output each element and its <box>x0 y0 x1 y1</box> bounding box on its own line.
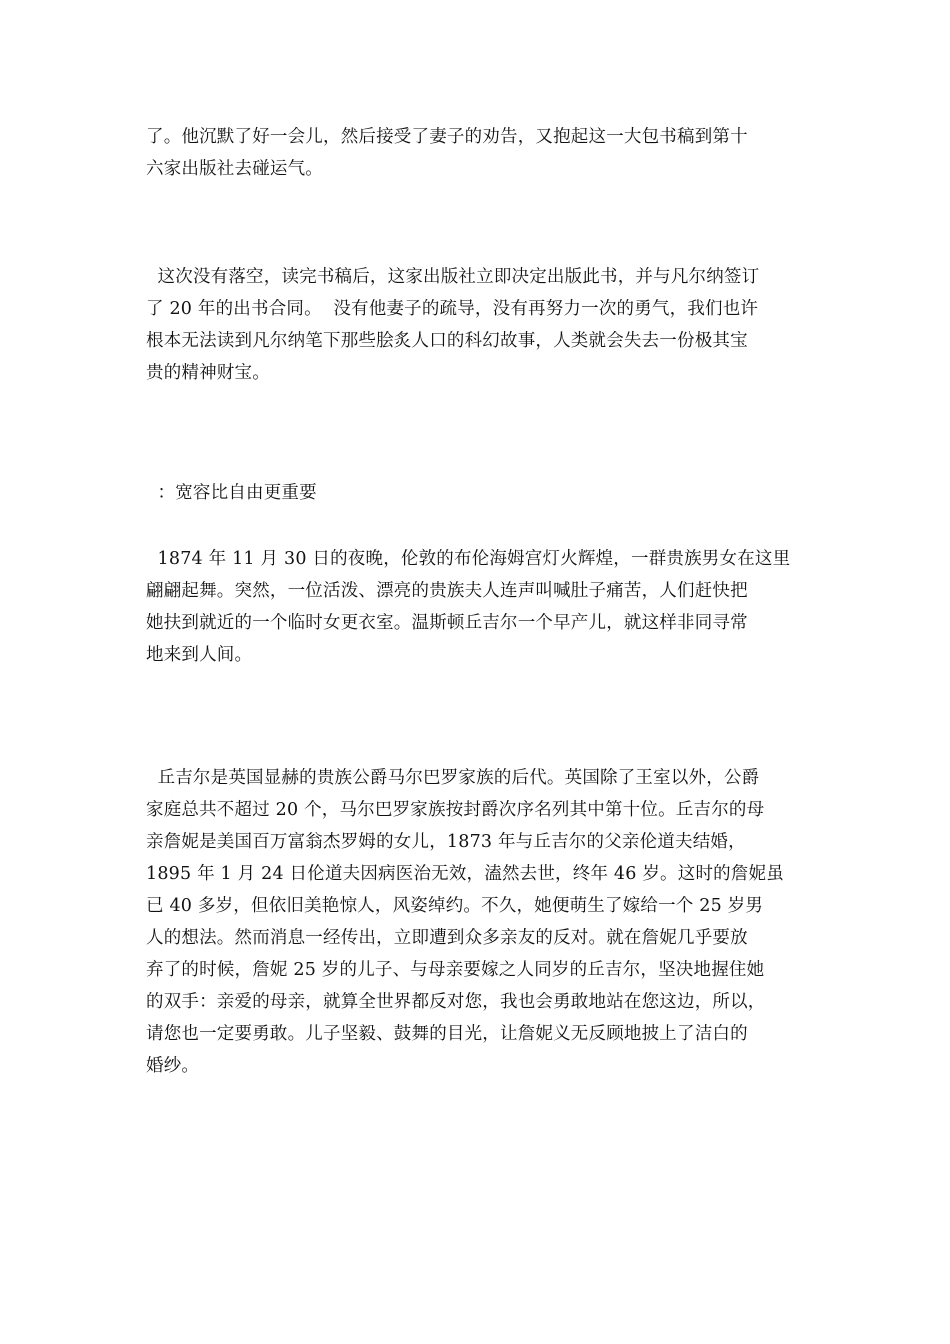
text-line: 贵的精神财宝。 <box>146 363 270 383</box>
text-line: 1874 年 11 月 30 日的夜晚，伦敦的布伦海姆宫灯火辉煌，一群贵族男女在这里 <box>146 549 791 569</box>
text-line: 婚纱。 <box>146 1056 200 1076</box>
paragraph-verne-continued <box>146 121 808 185</box>
paragraph-churchill-birth <box>146 543 808 671</box>
heading-text: ：宽容比自由更重要 <box>146 483 317 503</box>
text-line: 已 40 多岁，但依旧美艳惊人，风姿绰约。不久，她便萌生了嫁给一个 25 岁男 <box>146 896 764 916</box>
text-line: 亲詹妮是美国百万富翁杰罗姆的女儿，1873 年与丘吉尔的父亲伦道夫结婚， <box>146 832 746 852</box>
text-line: 的双手：亲爱的母亲，就算全世界都反对您，我也会勇敢地站在您这边，所以， <box>146 992 766 1012</box>
text-line: 1895 年 1 月 24 日伦道夫因病医治无效，溘然去世，终年 46 岁。这时的詹妮虽 <box>146 864 784 884</box>
text-line: 翩翩起舞。突然，一位活泼、漂亮的贵族夫人连声叫喊肚子痛苦，人们赶快把 <box>146 581 748 601</box>
text-line: 她扶到就近的一个临时女更衣室。温斯顿丘吉尔一个早产儿，就这样非同寻常 <box>146 613 748 633</box>
text-line: 地来到人间。 <box>146 645 253 665</box>
paragraph-verne-publish <box>146 261 808 389</box>
text-line: 弃了的时候，詹妮 25 岁的儿子、与母亲要嫁之人同岁的丘吉尔，坚决地握住她 <box>146 960 765 980</box>
text-line: 六家出版社去碰运气。 <box>146 159 323 179</box>
text-line: 家庭总共不超过 20 个，马尔巴罗家族按封爵次序名列其中第十位。丘吉尔的母 <box>146 800 765 820</box>
text-line: 丘吉尔是英国显赫的贵族公爵马尔巴罗家族的后代。英国除了王室以外，公爵 <box>146 768 760 788</box>
section-heading <box>146 477 808 509</box>
text-line: 了 20 年的出书合同。 没有他妻子的疏导，没有再努力一次的勇气，我们也许 <box>146 299 759 319</box>
paragraph-churchill-mother <box>146 762 808 1082</box>
text-line: 这次没有落空，读完书稿后，这家出版社立即决定出版此书，并与凡尔纳签订 <box>146 267 760 287</box>
text-line: 根本无法读到凡尔纳笔下那些脍炙人口的科幻故事，人类就会失去一份极其宝 <box>146 331 748 351</box>
text-line: 人的想法。然而消息一经传出，立即遭到众多亲友的反对。就在詹妮几乎要放 <box>146 928 748 948</box>
text-line: 了。他沉默了好一会儿，然后接受了妻子的劝告，又抱起这一大包书稿到第十 <box>146 127 748 147</box>
text-line: 请您也一定要勇敢。儿子坚毅、鼓舞的目光，让詹妮义无反顾地披上了洁白的 <box>146 1024 748 1044</box>
